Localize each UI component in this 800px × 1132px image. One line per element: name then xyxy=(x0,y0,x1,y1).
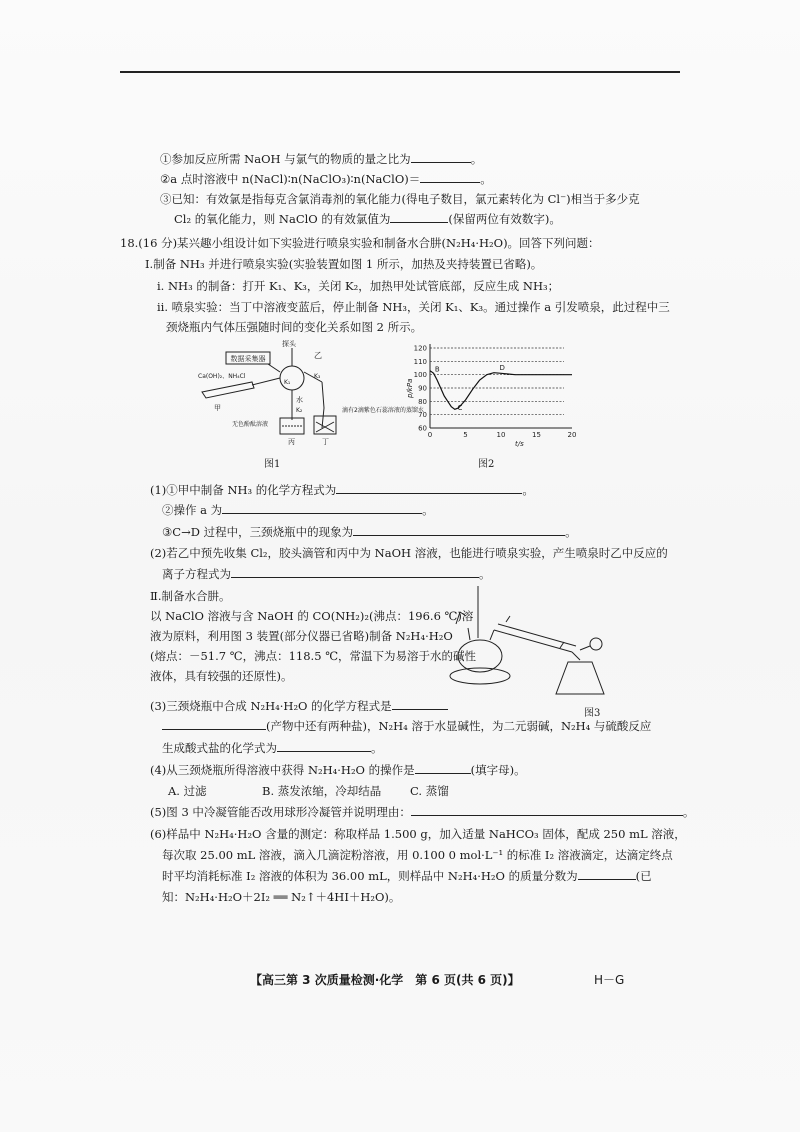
dropping-funnel xyxy=(456,612,466,624)
answer-blank[interactable] xyxy=(231,566,479,578)
part2-d: 液体，具有较强的还原性)。 xyxy=(150,669,293,683)
q3-a: (3)三颈烧瓶中合成 N₂H₄·H₂O 的化学方程式是 xyxy=(150,698,448,714)
adapter xyxy=(572,652,580,660)
answer-blank[interactable] xyxy=(411,804,683,816)
x-tick-label: 0 xyxy=(427,431,433,439)
jia-label: 甲 xyxy=(214,404,221,412)
part2-b: 液为原料，利用图 3 装置(部分仪器已省略)制备 N₂H₄·H₂O xyxy=(150,629,453,643)
y-tick-label: 110 xyxy=(413,357,427,366)
answer-blank[interactable] xyxy=(390,211,448,223)
water-label: 水 xyxy=(296,396,303,404)
figure2-pressure-chart xyxy=(404,340,580,448)
part2-a: 以 NaClO 溶液与含 NaOH 的 CO(NH₂)₂(沸点：196.6 ℃)溶 xyxy=(150,609,474,623)
q5: (5)图 3 中冷凝管能否改用球形冷凝管并说明理由： 。 xyxy=(150,805,695,819)
test-tube-jia xyxy=(202,382,254,398)
y-tick-label: 70 xyxy=(418,411,427,420)
y-tick-label: 60 xyxy=(418,424,427,433)
pressure-curve xyxy=(430,371,572,410)
q17-item3b: Cl₂ 的氧化能力，则 NaClO 的有效氯值为 (保留两位有效数字)。 xyxy=(174,212,561,226)
ding-label: 丁 xyxy=(322,438,329,446)
step-ii-a: ⅱ. 喷泉实验：当丁中溶液变蓝后，停止制备 NH₃，关闭 K₁、K₃。通过操作 a 引发喷泉，此过程中三 xyxy=(157,300,670,314)
k2-label: K₂ xyxy=(296,407,303,414)
three-neck-flask xyxy=(280,366,304,390)
litmus-label: 滴有2滴紫色石蕊溶液的蒸馏水 xyxy=(342,407,424,414)
answer-blank[interactable] xyxy=(277,740,371,752)
answer-blank[interactable] xyxy=(162,718,266,730)
q17-item2: ②a 点时溶液中 n(NaCl)∶n(NaClO₃)∶n(NaClO)＝ 。 xyxy=(160,172,492,186)
answer-blank[interactable] xyxy=(222,502,422,514)
q3-b: (产物中还有两种盐)，N₂H₄ 溶于水显碱性，为二元弱碱，N₂H₄ 与硫酸反应 xyxy=(162,718,651,734)
q1-1: (1)①甲中制备 NH₃ 的化学方程式为 。 xyxy=(150,483,534,497)
reagent-label: Ca(OH)₂、NH₄Cl xyxy=(198,373,246,380)
figure3-caption: 图3 xyxy=(584,708,601,719)
phenol-label: 无色酚酞溶液 xyxy=(232,421,269,428)
answer-blank[interactable] xyxy=(392,698,448,710)
answer-blank[interactable] xyxy=(336,482,522,494)
step-ii-b: 颈烧瓶内气体压强随时间的变化关系如图 2 所示。 xyxy=(166,320,423,334)
q1-3: ③C→D 过程中，三颈烧瓶中的现象为 。 xyxy=(162,525,577,539)
q17-item1: ①参加反应所需 NaOH 与氯气的物质的量之比为 。 xyxy=(160,152,483,166)
q1-2: ②操作 a 为 。 xyxy=(162,503,434,517)
y-tick-label: 80 xyxy=(418,397,427,406)
probe-label: 探头 xyxy=(282,340,296,348)
q2-a: (2)若乙中预先收集 Cl₂，胶头滴管和丙中为 NaOH 溶液，也能进行喷泉实验，产生喷泉时乙中反应的 xyxy=(150,546,668,560)
answer-blank[interactable] xyxy=(415,762,471,774)
q4: (4)从三颈烧瓶所得溶液中获得 N₂H₄·H₂O 的操作是 (填字母)。 xyxy=(150,763,526,777)
q17-item3a: ③已知：有效氯是指每克含氯消毒剂的氧化能力(得电子数目，氯元素转化为 Cl⁻)相当于多少克 xyxy=(160,192,640,206)
x-tick-label: 20 xyxy=(567,431,577,439)
q6-c: 时平均消耗标准 I₂ 溶液的体积为 36.00 mL，则样品中 N₂H₄·H₂O 的质量分数为 (已 xyxy=(162,869,652,883)
q6-a: (6)样品中 N₂H₄·H₂O 含量的测定：称取样品 1.500 g，加入适量 NaHCO₃ 固体，配成 250 mL 溶液， xyxy=(150,827,686,841)
k3-label: K₃ xyxy=(314,373,321,380)
conical-flask xyxy=(556,662,604,694)
answer-blank[interactable] xyxy=(420,171,480,183)
data-collector-label: 数据采集器 xyxy=(230,355,266,363)
x-axis-label: t/s xyxy=(515,440,524,448)
page-footer: 【高三第 3 次质量检测·化学 第 6 页(共 6 页)】 xyxy=(250,973,520,987)
water-ports xyxy=(506,616,564,648)
heating-bath xyxy=(450,668,510,684)
q6-b: 每次取 25.00 mL 溶液，滴入几滴淀粉溶液，用 0.100 0 mol·L⁻¹ 的标准 I₂ 溶液滴定，达滴定终点 xyxy=(162,848,673,862)
part1-title: Ⅰ.制备 NH₃ 并进行喷泉实验(实验装置如图 1 所示，加热及夹持装置已省略)。 xyxy=(145,257,543,271)
point-label-d: D xyxy=(499,364,505,372)
step-i: ⅰ. NH₃ 的制备：打开 K₁、K₃，关闭 K₂，加热甲处试管底部，反应生成 NH₃； xyxy=(157,279,560,293)
paper-code: H－G xyxy=(594,973,625,987)
x-tick-label: 5 xyxy=(463,431,468,439)
tube-to-ding xyxy=(322,382,324,428)
y-tick-label: 120 xyxy=(413,344,427,353)
q3-c: 生成酸式盐的化学式为 。 xyxy=(162,741,383,755)
point-label-b: B xyxy=(434,365,440,374)
x-tick-label: 10 xyxy=(496,431,506,439)
y-tick-label: 90 xyxy=(418,384,427,393)
condenser xyxy=(494,630,572,652)
figure2-caption: 图2 xyxy=(478,459,495,470)
q4-option-b[interactable]: B. 蒸发浓缩，冷却结晶 xyxy=(262,784,382,798)
y-axis-label: p/kPa xyxy=(406,378,414,398)
answer-blank[interactable] xyxy=(578,868,636,880)
header-rule xyxy=(120,71,680,73)
q6-d: 知：N₂H₄·H₂O＋2I₂ ══ N₂↑＋4HI＋H₂O)。 xyxy=(162,890,401,904)
part2-title: Ⅱ.制备水合肼。 xyxy=(150,589,231,603)
part2-c: (熔点：－51.7 ℃，沸点：118.5 ℃，常温下为易溶于水的碱性 xyxy=(150,649,477,663)
point-label-c: C xyxy=(457,404,463,412)
q18-header: 18.(16 分)某兴趣小组设计如下实验进行喷泉实验和制备水合肼(N₂H₄·H₂O)。回答下列问题： xyxy=(120,236,600,250)
three-neck-flask-3 xyxy=(458,640,502,672)
q2-b: 离子方程式为 。 xyxy=(162,567,491,581)
bing-label: 丙 xyxy=(288,438,295,446)
q4-option-c[interactable]: C. 蒸馏 xyxy=(410,784,449,798)
yi-label: 乙 xyxy=(314,351,322,360)
answer-blank[interactable] xyxy=(353,524,565,536)
x-tick-label: 15 xyxy=(532,431,541,439)
drying-tube xyxy=(590,638,602,650)
y-tick-label: 100 xyxy=(413,371,427,380)
k1-label: K₁ xyxy=(284,379,291,386)
q4-option-a[interactable]: A. 过滤 xyxy=(168,784,207,798)
answer-blank[interactable] xyxy=(411,151,471,163)
figure1-caption: 图1 xyxy=(264,459,281,470)
figure3-distillation-apparatus xyxy=(444,582,614,700)
